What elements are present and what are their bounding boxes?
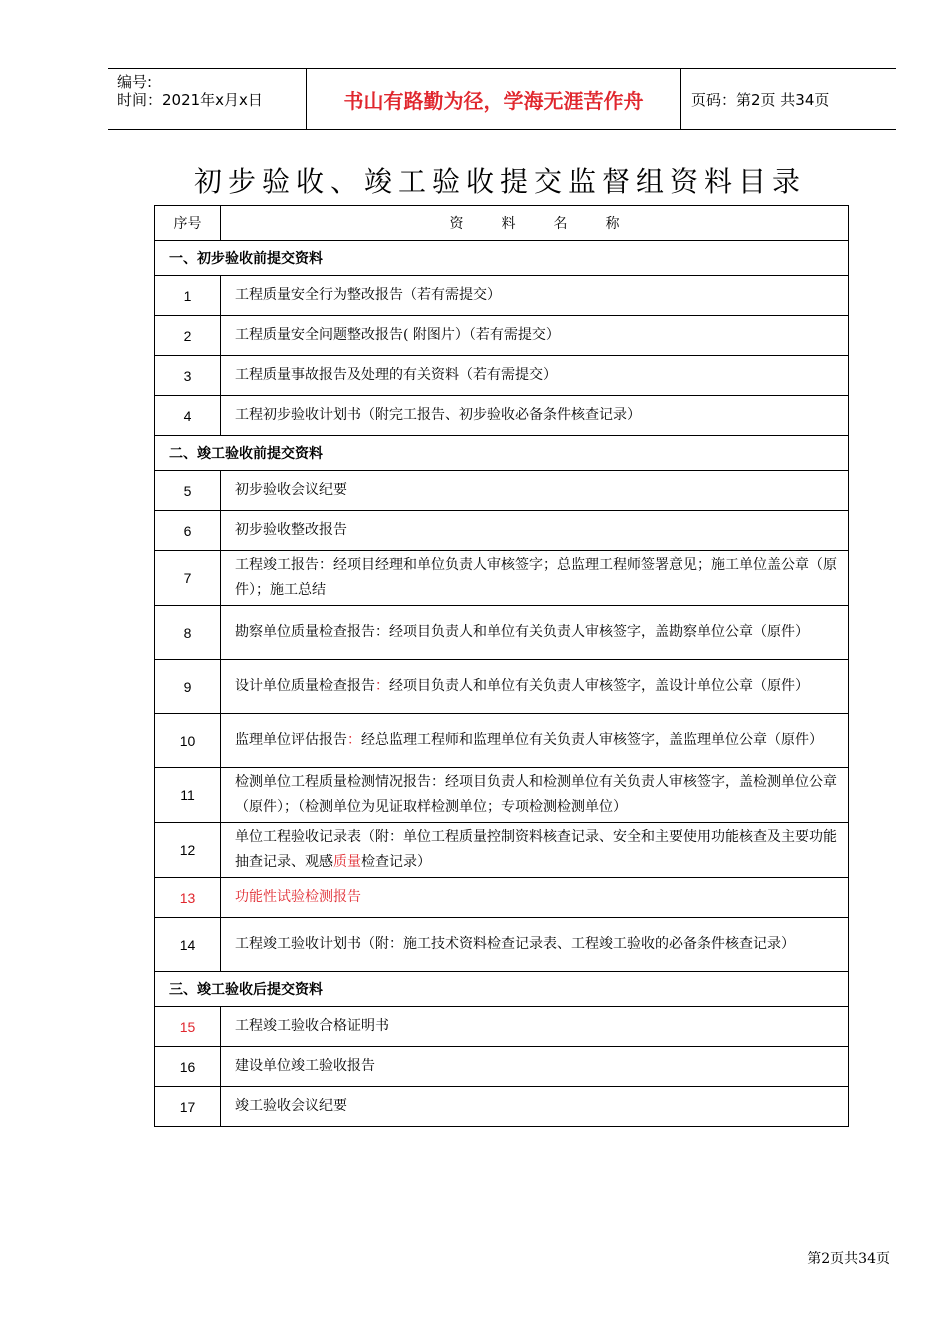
code-label: 编号:: [117, 73, 153, 91]
row-name: 工程竣工报告：经项目经理和单位负责人审核签字；总监理工程师签署意见；施工单位盖公章（原件）；施工总结: [221, 551, 849, 606]
row-name-highlight: ：: [375, 678, 389, 694]
table-row: [155, 276, 849, 316]
row-name-part: 经项目负责人和单位有关负责人审核签字，盖设计单位公章（原件）: [389, 678, 809, 694]
table-row: [155, 1007, 849, 1047]
section-title: 一、初步验收前提交资料: [155, 241, 849, 276]
col-name-header: 资料名称: [221, 206, 849, 241]
section-row: [155, 241, 849, 276]
row-name: 工程质量事故报告及处理的有关资料（若有需提交）: [221, 356, 849, 396]
row-name: 工程竣工验收计划书（附：施工技术资料检查记录表、工程竣工验收的必备条件核查记录）: [221, 918, 849, 972]
row-number: 4: [155, 396, 221, 436]
row-number: 9: [155, 660, 221, 714]
row-name: 功能性试验检测报告: [221, 878, 849, 918]
section-title: 三、竣工验收后提交资料: [155, 972, 849, 1007]
row-name-part: 设计单位质量检查报告: [235, 678, 375, 694]
header-motto: 书山有路勤为径，学海无涯苦作舟: [307, 69, 681, 129]
table-row: [155, 1087, 849, 1127]
row-name: [221, 714, 849, 768]
row-number: 5: [155, 471, 221, 511]
header-page-info: 页码：第2页 共34页: [691, 90, 830, 109]
row-name: 建设单位竣工验收报告: [221, 1047, 849, 1087]
row-name: 初步验收整改报告: [221, 511, 849, 551]
table-row: [155, 714, 849, 768]
row-number: 13: [155, 878, 221, 918]
table-row: [155, 1047, 849, 1087]
row-name-part: 单位工程验收记录表（附：单位工程质量控制资料核查记录、安全和主要使用功能核查及主要功能抽查记录、观感: [235, 829, 837, 870]
row-number: 2: [155, 316, 221, 356]
row-name-part: 检查记录）: [361, 854, 431, 870]
row-name-part: 经总监理工程师和监理单位有关负责人审核签字，盖监理单位公章（原件）: [361, 732, 823, 748]
page-footer: 第2页共34页: [807, 1251, 890, 1267]
row-name-highlight: ：: [347, 732, 361, 748]
header-meta: [108, 69, 307, 129]
row-name-highlight: 质量: [333, 854, 361, 870]
row-number: 11: [155, 768, 221, 823]
document-list-table: [154, 205, 849, 1127]
row-number: 15: [155, 1007, 221, 1047]
row-name: 检测单位工程质量检测情况报告：经项目负责人和检测单位有关负责人审核签字，盖检测单位公章（原件）；（检测单位为见证取样检测单位；专项检测检测单位）: [221, 768, 849, 823]
row-number: 17: [155, 1087, 221, 1127]
table-row: [155, 356, 849, 396]
table-row: [155, 396, 849, 436]
row-number: 1: [155, 276, 221, 316]
page-title: 初步验收、竣工验收提交监督组资料目录: [193, 165, 806, 198]
row-number: 8: [155, 606, 221, 660]
row-name: 初步验收会议纪要: [221, 471, 849, 511]
table-row: [155, 551, 849, 606]
col-no-header: 序号: [155, 206, 221, 241]
row-name: 竣工验收会议纪要: [221, 1087, 849, 1127]
section-title: 二、竣工验收前提交资料: [155, 436, 849, 471]
time-label: 时间：2021年x月x日: [117, 91, 263, 109]
row-name: 工程初步验收计划书（附完工报告、初步验收必备条件核查记录）: [221, 396, 849, 436]
section-row: [155, 972, 849, 1007]
row-name-part: 监理单位评估报告: [235, 732, 347, 748]
table-row: [155, 918, 849, 972]
table-row: [155, 316, 849, 356]
row-name: 勘察单位质量检查报告：经项目负责人和单位有关负责人审核签字，盖勘察单位公章（原件）: [221, 606, 849, 660]
row-number: 7: [155, 551, 221, 606]
table-row: [155, 878, 849, 918]
row-name: [221, 823, 849, 878]
table-row: [155, 660, 849, 714]
row-name: 工程质量安全行为整改报告（若有需提交）: [221, 276, 849, 316]
row-number: 6: [155, 511, 221, 551]
section-row: [155, 436, 849, 471]
row-number: 3: [155, 356, 221, 396]
header-bar: [108, 68, 896, 130]
row-name: 工程质量安全问题整改报告( 附图片）（若有需提交）: [221, 316, 849, 356]
table-row: [155, 471, 849, 511]
table-row: [155, 606, 849, 660]
row-number: 14: [155, 918, 221, 972]
table-header-row: [155, 206, 849, 241]
table-row: [155, 823, 849, 878]
table-row: [155, 511, 849, 551]
row-number: 10: [155, 714, 221, 768]
row-number: 16: [155, 1047, 221, 1087]
row-name: [221, 660, 849, 714]
row-name: 工程竣工验收合格证明书: [221, 1007, 849, 1047]
row-number: 12: [155, 823, 221, 878]
table-row: [155, 768, 849, 823]
